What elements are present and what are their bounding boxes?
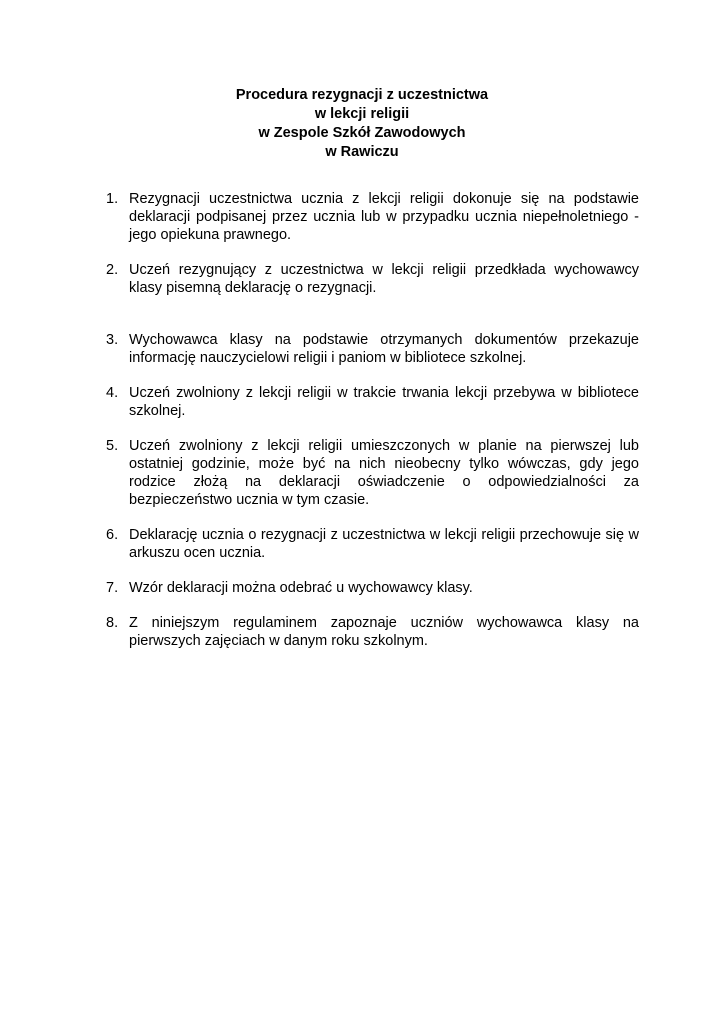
procedure-list — [106, 190, 639, 650]
item-text: Uczeń zwolniony z lekcji religii w trakcie trwania lekcji przebywa w bibliotece szkolnej. — [129, 385, 639, 419]
item-text: Deklarację ucznia o rezygnacji z uczestnictwa w lekcji religii przechowuje się w arkuszu ocen ucznia. — [129, 527, 639, 561]
item-number: 7. — [106, 580, 119, 596]
item-text: Uczeń rezygnujący z uczestnictwa w lekcji religii przedkłada wychowawcy klasy pisemną deklarację o rezygnacji. — [129, 262, 639, 296]
title-line: Procedura rezygnacji z uczestnictwa — [235, 87, 489, 103]
list-item — [106, 526, 639, 562]
item-number: 2. — [106, 262, 119, 278]
item-text: Wzór deklaracji można odebrać u wychowawcy klasy. — [129, 580, 473, 596]
item-number: 8. — [106, 615, 119, 631]
list-item — [106, 190, 639, 244]
list-item — [106, 614, 639, 650]
item-text: Z niniejszym regulaminem zapoznaje uczniów wychowawca klasy na pierwszych zajęciach w danym roku szkolnym. — [129, 615, 639, 649]
item-text: Uczeń zwolniony z lekcji religii umieszczonych w planie na pierwszej lub ostatniej godzinie, może być na nich nieobecny tylko wówczas, gdy jego rodzice złożą na deklaracji oświadczenie o odpowiedzialności za bezpieczeństwo ucznia w tym czasie. — [129, 438, 639, 508]
list-item — [106, 261, 639, 297]
document-title — [0, 86, 724, 162]
item-number: 5. — [106, 438, 119, 454]
title-line: w lekcji religii — [314, 106, 410, 122]
item-number: 6. — [106, 527, 119, 543]
list-item — [106, 331, 639, 367]
item-number: 3. — [106, 332, 119, 348]
list-item — [106, 384, 639, 420]
title-line: w Zespole Szkół Zawodowych — [258, 125, 466, 141]
item-text: Rezygnacji uczestnictwa ucznia z lekcji religii dokonuje się na podstawie deklaracji podpisanej przez ucznia lub w przypadku ucznia niepełnoletniego - jego opiekuna prawnego. — [129, 191, 639, 243]
title-line: w Rawiczu — [325, 144, 399, 160]
item-number: 4. — [106, 385, 119, 401]
item-number: 1. — [106, 191, 119, 207]
list-item — [106, 437, 639, 509]
item-text: Wychowawca klasy na podstawie otrzymanych dokumentów przekazuje informację nauczycielowi religii i paniom w bibliotece szkolnej. — [129, 332, 639, 366]
list-item — [106, 579, 639, 597]
